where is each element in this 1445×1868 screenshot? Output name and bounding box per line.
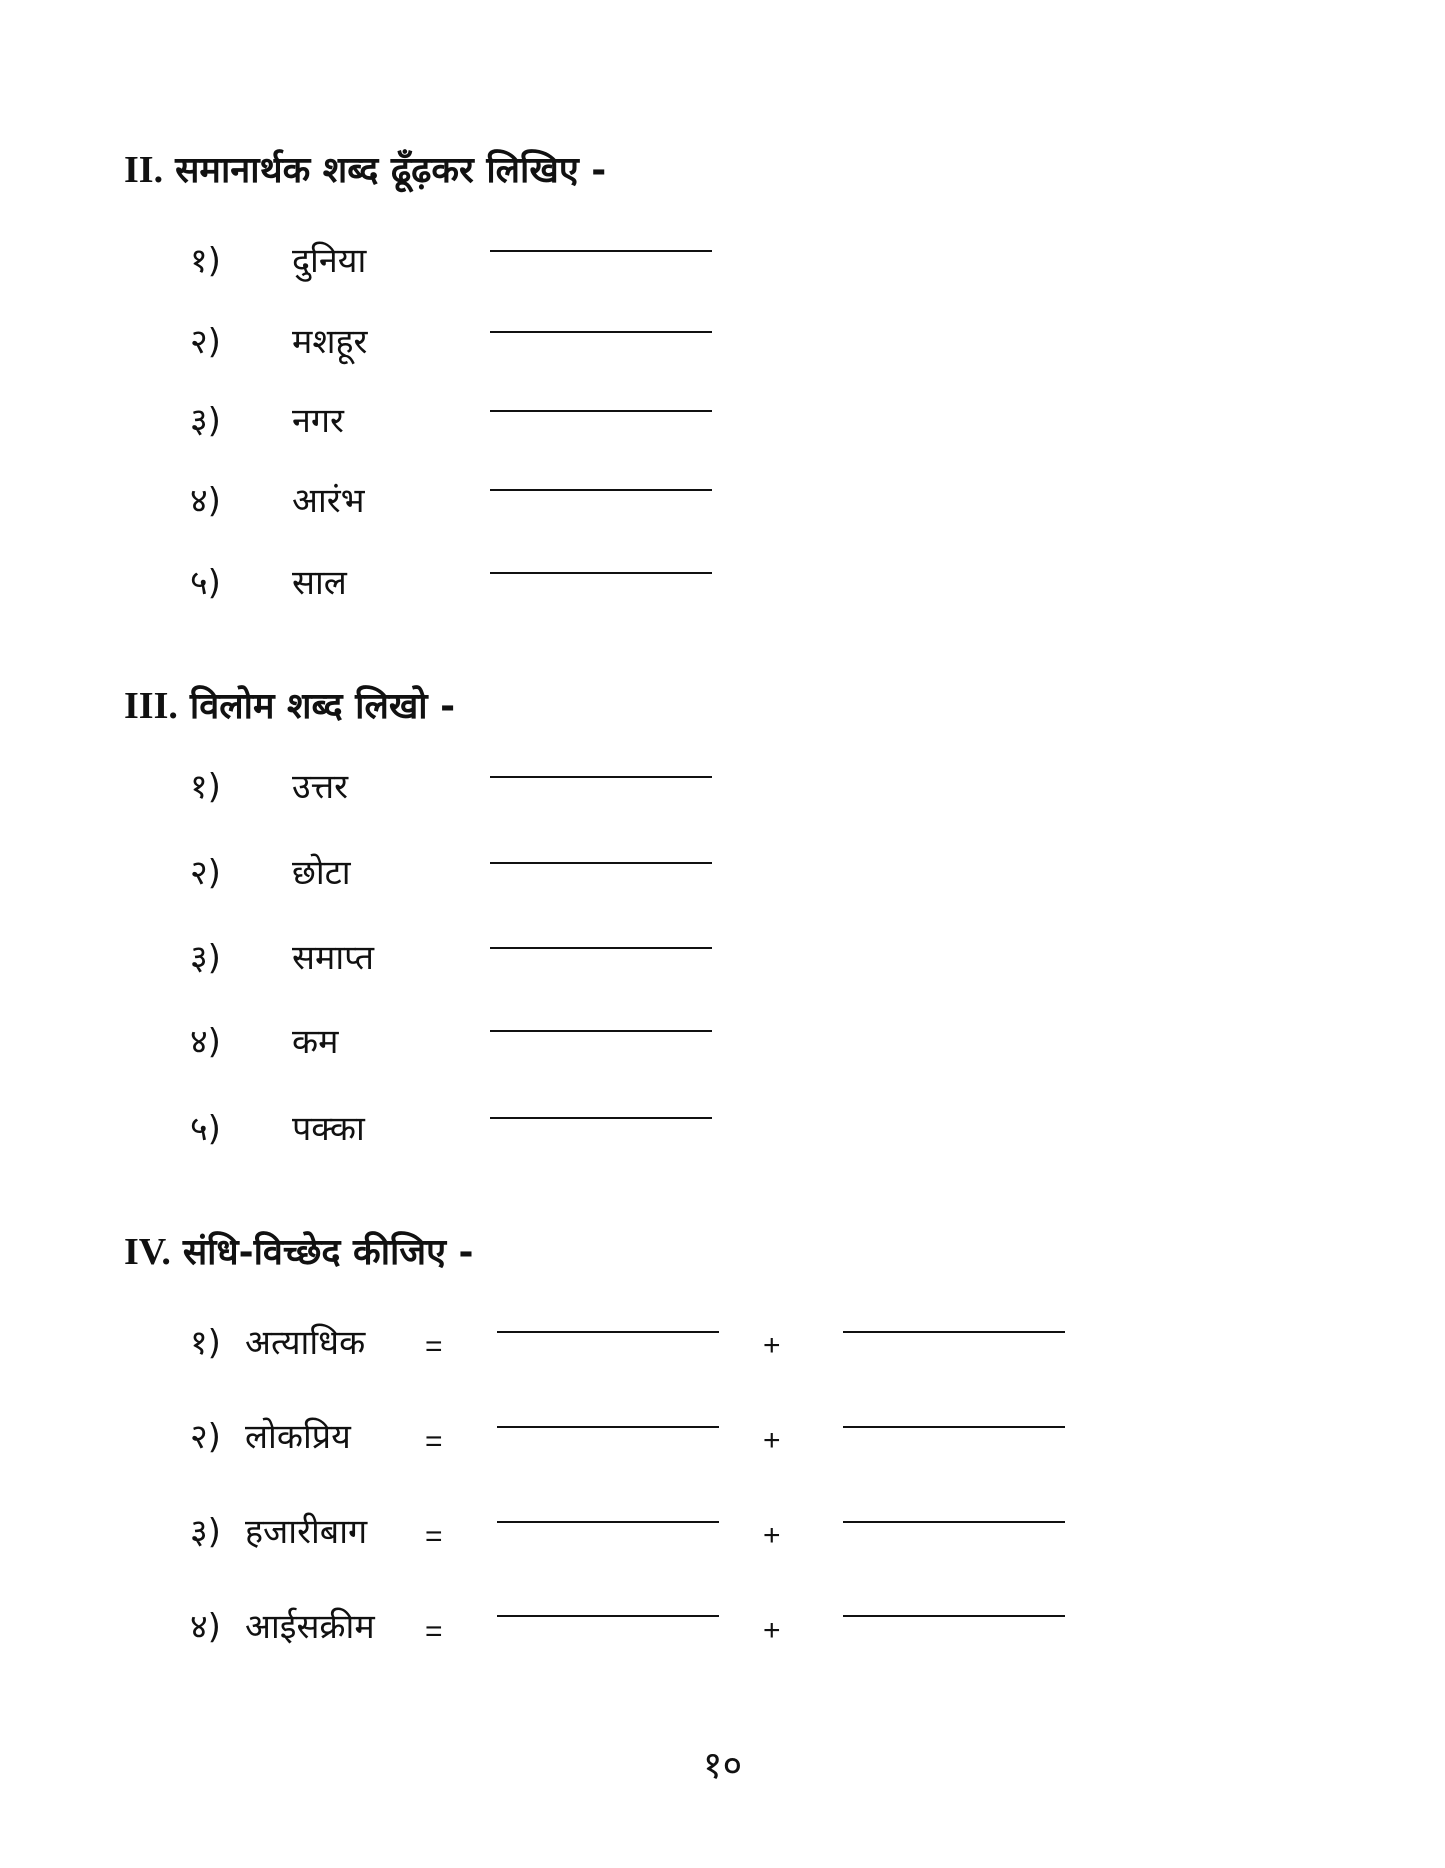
section-heading-synonyms: [124, 150, 606, 189]
answer-blank[interactable]: [490, 776, 712, 778]
answer-blank-second[interactable]: [843, 1331, 1065, 1333]
answer-blank[interactable]: [490, 572, 712, 574]
item-word: हजारीबाग: [245, 1512, 368, 1552]
answer-blank[interactable]: [490, 1117, 712, 1119]
item-index: ४): [190, 481, 221, 521]
item-word: आरंभ: [292, 481, 365, 521]
item-word: दुनिया: [292, 241, 367, 281]
answer-blank-first[interactable]: [497, 1615, 719, 1617]
item-word: कम: [292, 1022, 339, 1062]
item-index: ५): [190, 1109, 221, 1149]
item-index: ४): [190, 1607, 221, 1647]
plus-sign: +: [763, 1424, 781, 1457]
section-title: समानार्थक शब्द ढूँढ़कर लिखिए -: [175, 150, 607, 191]
item-word: छोटा: [292, 853, 351, 893]
item-index: ५): [190, 563, 221, 603]
item-word: नगर: [292, 401, 344, 441]
section-heading-antonyms: [124, 686, 455, 725]
answer-blank-second[interactable]: [843, 1426, 1065, 1428]
answer-blank[interactable]: [490, 250, 712, 252]
item-index: १): [190, 767, 221, 807]
section-title: विलोम शब्द लिखो -: [189, 686, 456, 727]
item-index: २): [190, 853, 221, 893]
item-index: १): [190, 1323, 221, 1363]
section-number: II.: [124, 149, 164, 191]
item-word: साल: [292, 563, 347, 603]
answer-blank-second[interactable]: [843, 1521, 1065, 1523]
section-heading-sandhi: [124, 1232, 473, 1271]
plus-sign: +: [763, 1329, 781, 1362]
item-index: २): [190, 322, 221, 362]
answer-blank-first[interactable]: [497, 1331, 719, 1333]
item-word: अत्याधिक: [245, 1323, 366, 1363]
equals-sign: =: [425, 1330, 443, 1363]
equals-sign: =: [425, 1615, 443, 1648]
page-number: १०: [702, 1743, 743, 1787]
equals-sign: =: [425, 1425, 443, 1458]
section-number: IV.: [124, 1231, 171, 1273]
item-index: ३): [190, 938, 221, 978]
section-number: III.: [124, 685, 178, 727]
answer-blank-first[interactable]: [497, 1521, 719, 1523]
section-title: संधि-विच्छेद कीजिए -: [182, 1232, 474, 1273]
answer-blank[interactable]: [490, 947, 712, 949]
item-index: ४): [190, 1022, 221, 1062]
answer-blank[interactable]: [490, 489, 712, 491]
answer-blank-first[interactable]: [497, 1426, 719, 1428]
item-word: आईसक्रीम: [245, 1607, 375, 1647]
plus-sign: +: [763, 1519, 781, 1552]
item-word: मशहूर: [292, 322, 368, 362]
answer-blank[interactable]: [490, 862, 712, 864]
item-index: १): [190, 241, 221, 281]
answer-blank[interactable]: [490, 410, 712, 412]
item-word: पक्का: [292, 1109, 365, 1149]
answer-blank[interactable]: [490, 1030, 712, 1032]
answer-blank-second[interactable]: [843, 1615, 1065, 1617]
item-word: लोकप्रिय: [245, 1417, 351, 1457]
item-word: समाप्त: [292, 938, 374, 978]
item-index: ३): [190, 1512, 221, 1552]
plus-sign: +: [763, 1614, 781, 1647]
item-word: उत्तर: [292, 767, 349, 807]
item-index: २): [190, 1417, 221, 1457]
answer-blank[interactable]: [490, 331, 712, 333]
equals-sign: =: [425, 1520, 443, 1553]
item-index: ३): [190, 401, 221, 441]
